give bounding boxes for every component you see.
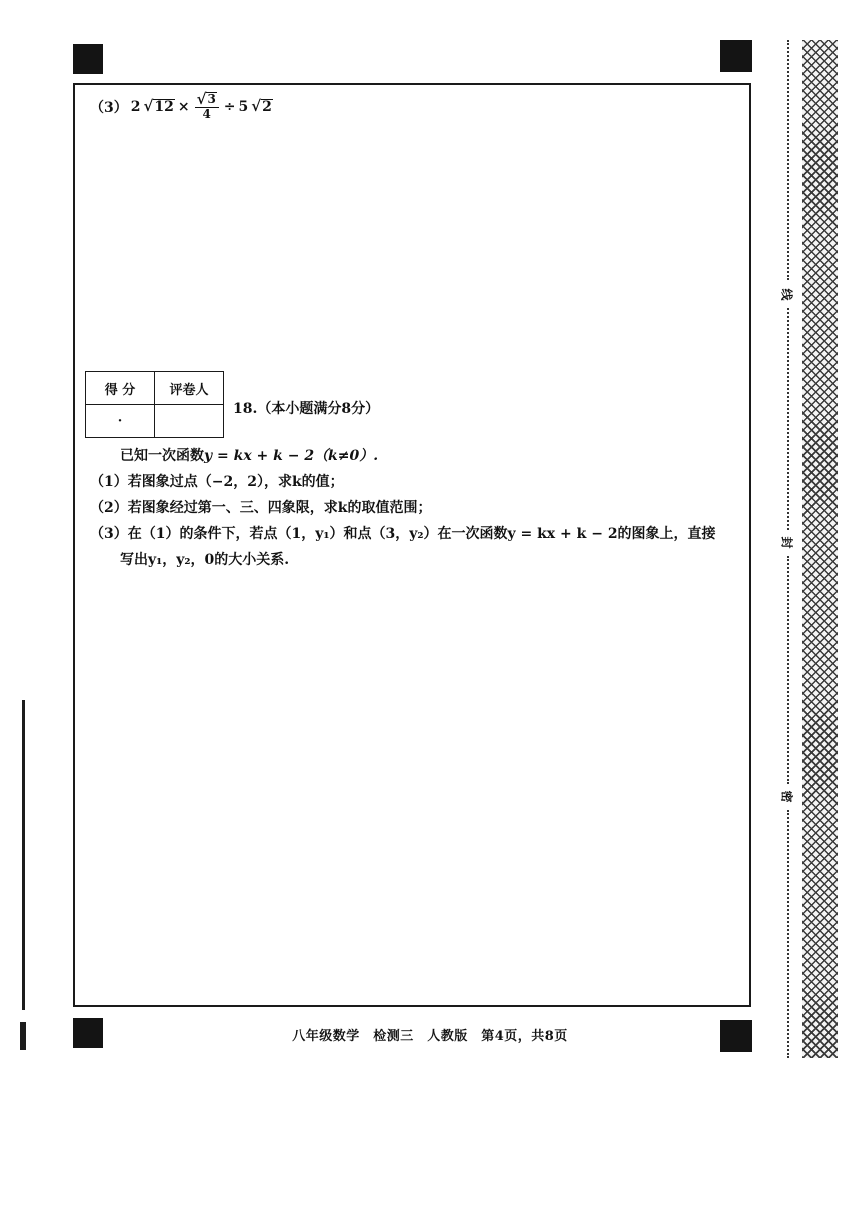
hatched-edge-strip xyxy=(802,40,838,1058)
problem-18-part-3-line-2: 写出y₁，y₂，0的大小关系. xyxy=(120,552,290,568)
dotted-segment xyxy=(787,810,789,1058)
registration-marker-top-right xyxy=(720,40,752,72)
part-label: （3） xyxy=(90,99,128,116)
intro-text: 已知一次函数 xyxy=(120,448,204,464)
binding-mark-secret: 密 xyxy=(779,790,794,803)
fraction-numerator-radicand: 3 xyxy=(207,92,216,106)
grader-cell[interactable] xyxy=(155,405,224,438)
intro-formula: y = kx + k − 2（k≠0）. xyxy=(204,448,379,464)
binding-line xyxy=(779,40,794,1058)
grader-header: 评卷人 xyxy=(155,372,224,405)
problem-18-part-1: （1）若图象过点（−2，2），求k的值； xyxy=(90,474,344,490)
problem-18-intro xyxy=(90,443,716,469)
problem-18-part-2: （2）若图象经过第一、三、四象限，求k的取值范围； xyxy=(90,500,432,516)
score-header: 得 分 xyxy=(86,372,155,405)
coefficient: 5 xyxy=(238,98,249,115)
score-table xyxy=(85,371,224,438)
dotted-segment xyxy=(787,308,789,530)
page-footer: 八年级数学 检测三 人教版 第4页，共8页 xyxy=(292,1029,568,1044)
fraction-denominator: 4 xyxy=(202,107,211,121)
times-sign: × xyxy=(177,98,190,115)
dotted-segment xyxy=(787,556,789,784)
scan-edge-line xyxy=(22,700,25,1010)
radicand: 2 xyxy=(262,98,272,115)
problem-18-part-3-line-1: （3）在（1）的条件下，若点（1，y₁）和点（3，y₂）在一次函数y = kx + k − 2的图象上，直接 xyxy=(90,526,716,542)
registration-marker-top-left xyxy=(73,44,103,74)
square-root: √ 2 xyxy=(251,96,272,115)
binding-mark-seal: 封 xyxy=(779,536,794,549)
fraction: √ 3 4 xyxy=(195,92,219,122)
problem-18-heading: 18.（本小题满分8分） xyxy=(233,401,380,417)
coefficient: 2 xyxy=(130,98,141,115)
binding-mark-line: 线 xyxy=(779,288,794,301)
dotted-segment xyxy=(787,40,789,280)
divide-sign: ÷ xyxy=(223,98,236,115)
problem-18-body xyxy=(90,443,716,573)
problem-17-part-3 xyxy=(90,92,273,122)
radicand: 12 xyxy=(154,98,174,115)
square-root: √ 12 xyxy=(143,96,174,115)
score-cell[interactable]: · xyxy=(86,405,155,438)
